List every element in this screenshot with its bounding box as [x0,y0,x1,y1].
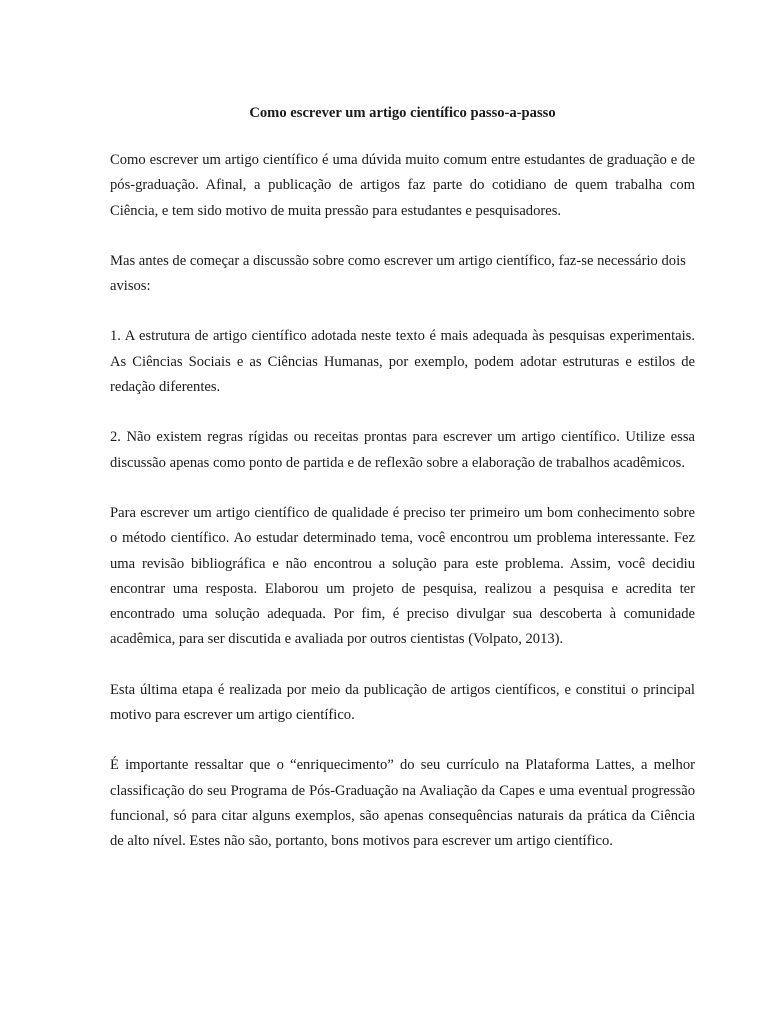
paragraph-last-stage: Esta última etapa é realizada por meio da publicação de artigos científicos, e constitui o principal motivo para escrever um artigo científico. [110,681,695,724]
document-page [110,101,695,855]
paragraph-motives: É importante ressaltar que o “enriquecimento” do seu currículo na Plataforma Lattes, a melhor classificação do seu Programa de Pós-Graduação na Avaliação da Capes e uma eventual progressão funcional, só para citar alguns exemplos, são apenas consequências naturais da prática da Ciência de alto nível. Estes não são, portanto, bons motivos para escrever um artigo científico. [110,757,695,850]
paragraph-warning-2: 2. Não existem regras rígidas ou receitas prontas para escrever um artigo científico. Utilize essa discussão apenas como ponto de partida e de reflexão sobre a elaboração de trabalhos acadêmicos. [110,429,695,471]
document-title: Como escrever um artigo científico passo-a-passo [249,105,556,121]
paragraph-warnings-intro: Mas antes de começar a discussão sobre como escrever um artigo científico, faz-se necessário dois avisos: [110,252,686,295]
paragraph-warning-1: 1. A estrutura de artigo científico adotada neste texto é mais adequada às pesquisas experimentais. As Ciências Sociais e as Ciências Humanas, por exemplo, podem adotar estruturas e estilos de redação diferentes. [110,328,695,396]
paragraph-intro: Como escrever um artigo científico é uma dúvida muito comum entre estudantes de graduação e de pós-graduação. Afinal, a publicação de artigos faz parte do cotidiano de quem trabalha com Ciência, e tem sido motivo de muita pressão para estudantes e pesquisadores. [110,152,695,219]
paragraph-scientific-method: Para escrever um artigo científico de qualidade é preciso ter primeiro um bom conhecimento sobre o método científico. Ao estudar determinado tema, você encontrou um problema interessante. Fez uma revisão bibliográfica e não encontrou a solução para este problema. Assim, você decidiu encontrar uma resposta. Elaborou um projeto de pesquisa, realizou a pesquisa e acredita ter encontrado uma solução adequada. Por fim, é preciso divulgar sua descoberta à comunidade acadêmica, para ser discutida e avaliada por outros cientistas (Volpato, 2013). [110,504,695,648]
